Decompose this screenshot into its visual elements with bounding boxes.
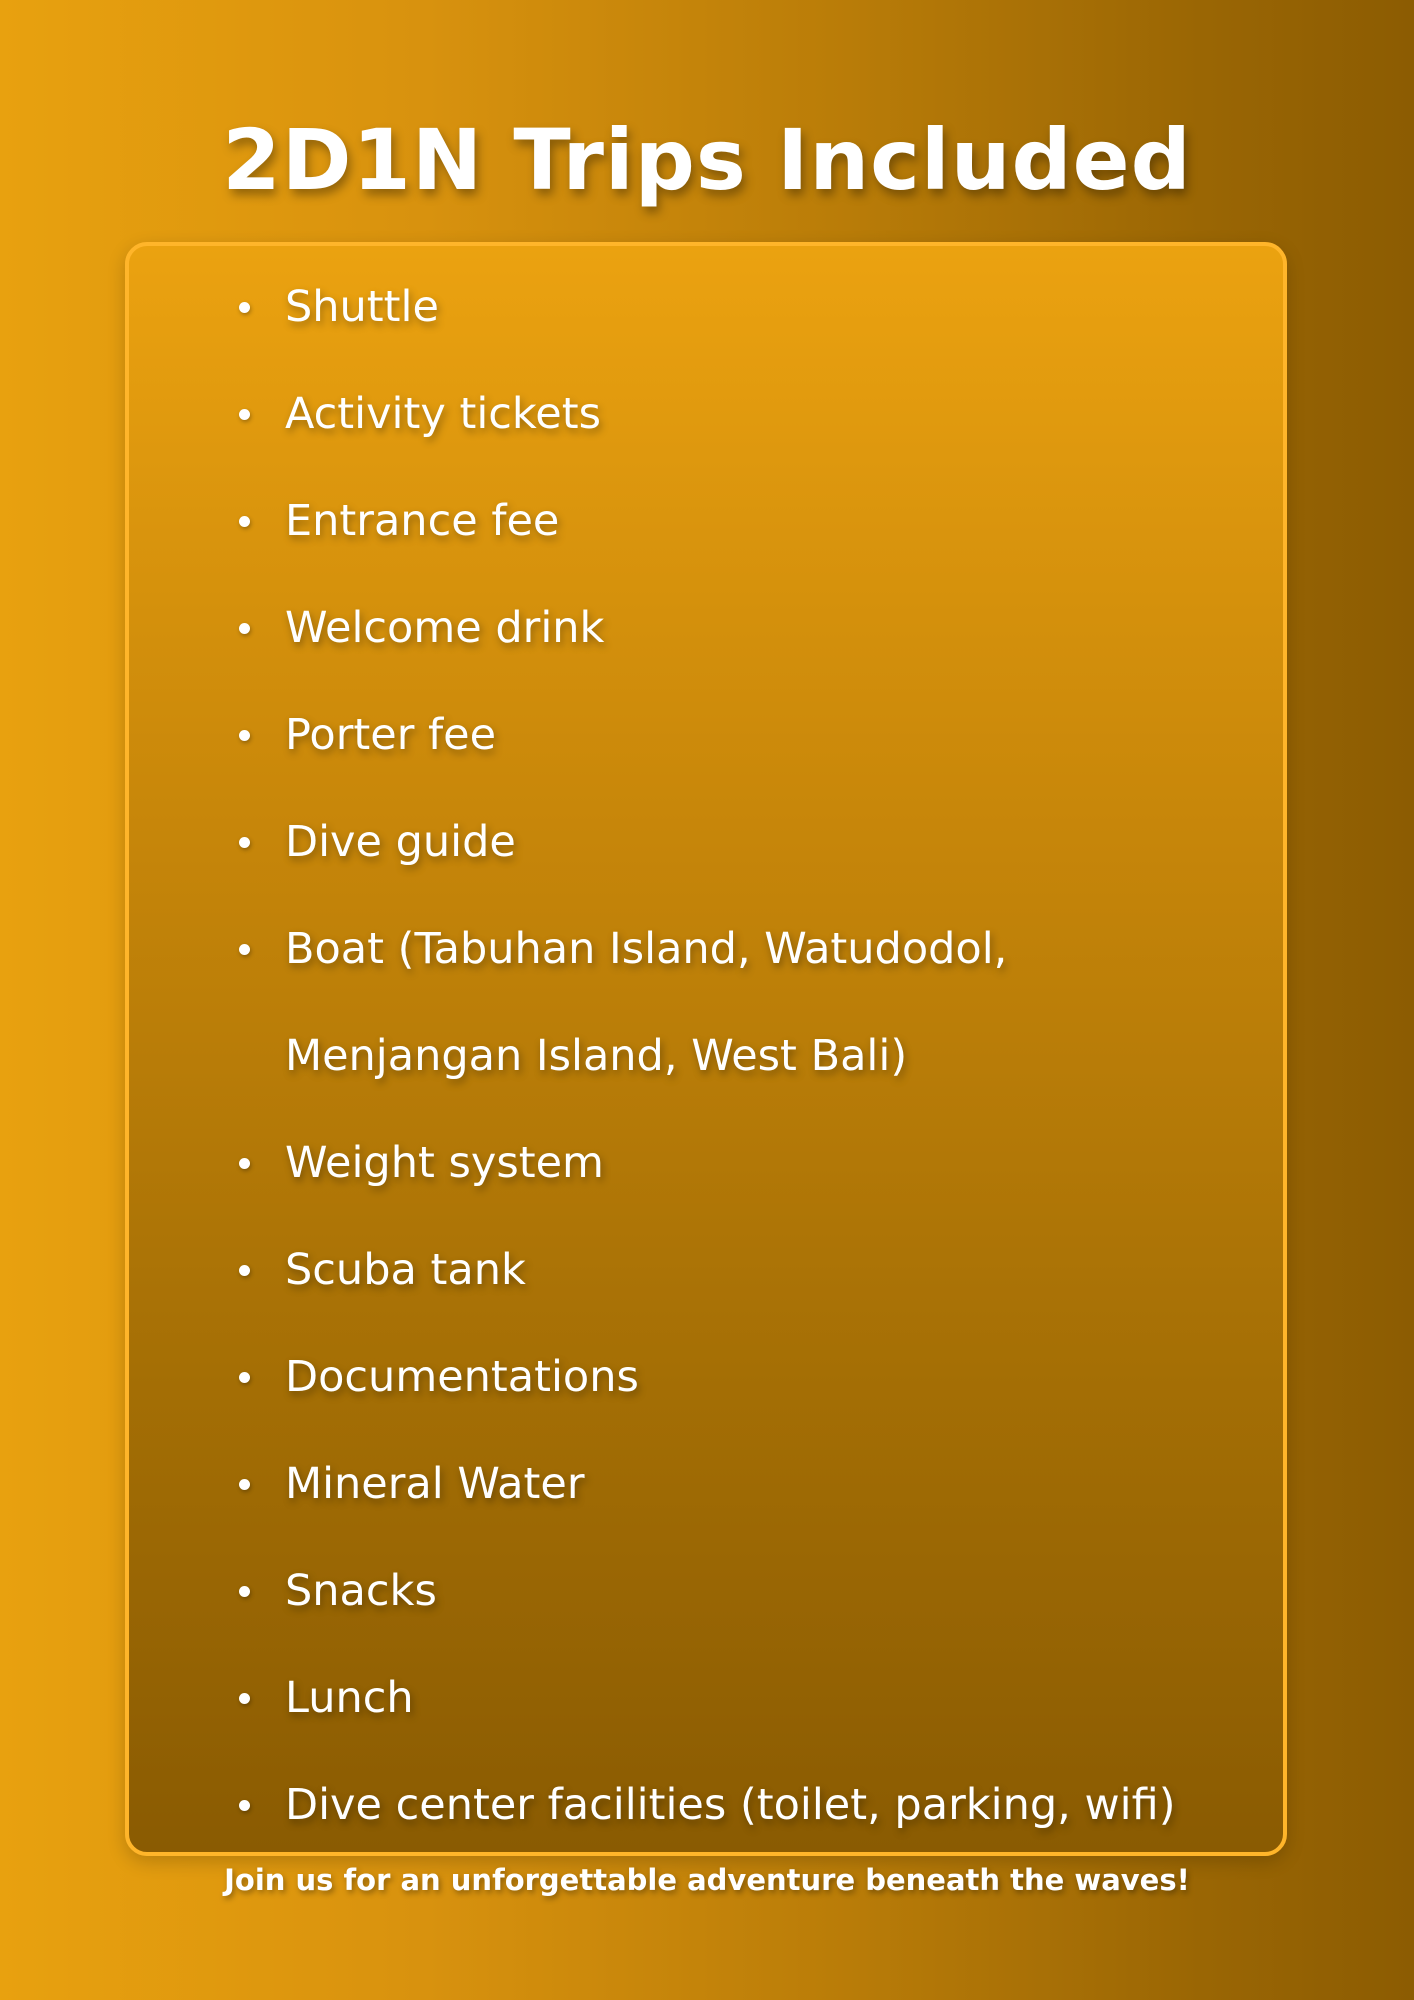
list-item-label: Documentations bbox=[285, 1352, 639, 1402]
bullet-icon bbox=[239, 623, 250, 634]
list-item-label: Dive guide bbox=[285, 817, 516, 867]
tagline: Join us for an unforgettable adventure beneath the waves! bbox=[224, 1863, 1190, 1897]
list-item-welcome-drink bbox=[239, 575, 1269, 682]
list-item-label: Welcome drink bbox=[285, 603, 605, 653]
bullet-icon bbox=[239, 516, 250, 527]
list-item-label: Dive center facilities (toilet, parking, wifi) bbox=[285, 1780, 1176, 1830]
list-item-dive-guide bbox=[239, 789, 1269, 896]
bullet-icon bbox=[239, 1800, 250, 1811]
list-item-mineral-water bbox=[239, 1431, 1269, 1538]
list-item-label: Lunch bbox=[285, 1673, 414, 1723]
list-item-shuttle bbox=[239, 254, 1269, 361]
list-item-label: Activity tickets bbox=[285, 389, 602, 439]
bullet-icon bbox=[239, 1372, 250, 1383]
list-item-weight-system bbox=[239, 1110, 1269, 1217]
list-item-boat bbox=[239, 896, 1145, 1110]
list-item-label: Scuba tank bbox=[285, 1245, 526, 1295]
list-item-label: Entrance fee bbox=[285, 496, 560, 546]
list-item-scuba-tank bbox=[239, 1217, 1269, 1324]
bullet-icon bbox=[239, 409, 250, 420]
list-item-label: Snacks bbox=[285, 1566, 437, 1616]
bullet-icon bbox=[239, 837, 250, 848]
bullet-icon bbox=[239, 1265, 250, 1276]
list-item-label: Shuttle bbox=[285, 282, 439, 332]
list-item-label: Mineral Water bbox=[285, 1459, 585, 1509]
list-item-label: Weight system bbox=[285, 1138, 604, 1188]
list-item-activity-tickets bbox=[239, 361, 1269, 468]
bullet-icon bbox=[239, 1693, 250, 1704]
list-item-porter-fee bbox=[239, 682, 1269, 789]
list-item-dive-center-facilities bbox=[239, 1752, 1269, 1859]
list-item-label: Porter fee bbox=[285, 710, 497, 760]
list-item-entrance-fee bbox=[239, 468, 1269, 575]
bullet-icon bbox=[239, 730, 250, 741]
bullet-icon bbox=[239, 1158, 250, 1169]
page-title: 2D1N Trips Included bbox=[222, 111, 1192, 209]
list-item-documentations bbox=[239, 1324, 1269, 1431]
bullet-icon bbox=[239, 1586, 250, 1597]
list-item-snacks bbox=[239, 1538, 1269, 1645]
bullet-icon bbox=[239, 944, 250, 955]
bullet-icon bbox=[239, 302, 250, 313]
list-item-label: Boat (Tabuhan Island, Watudodol, Menjangan Island, West Bali) bbox=[285, 924, 1008, 1081]
list-item-lunch bbox=[239, 1645, 1269, 1752]
inclusions-list bbox=[239, 254, 1269, 1859]
inclusions-card bbox=[125, 242, 1287, 1856]
bullet-icon bbox=[239, 1479, 250, 1490]
